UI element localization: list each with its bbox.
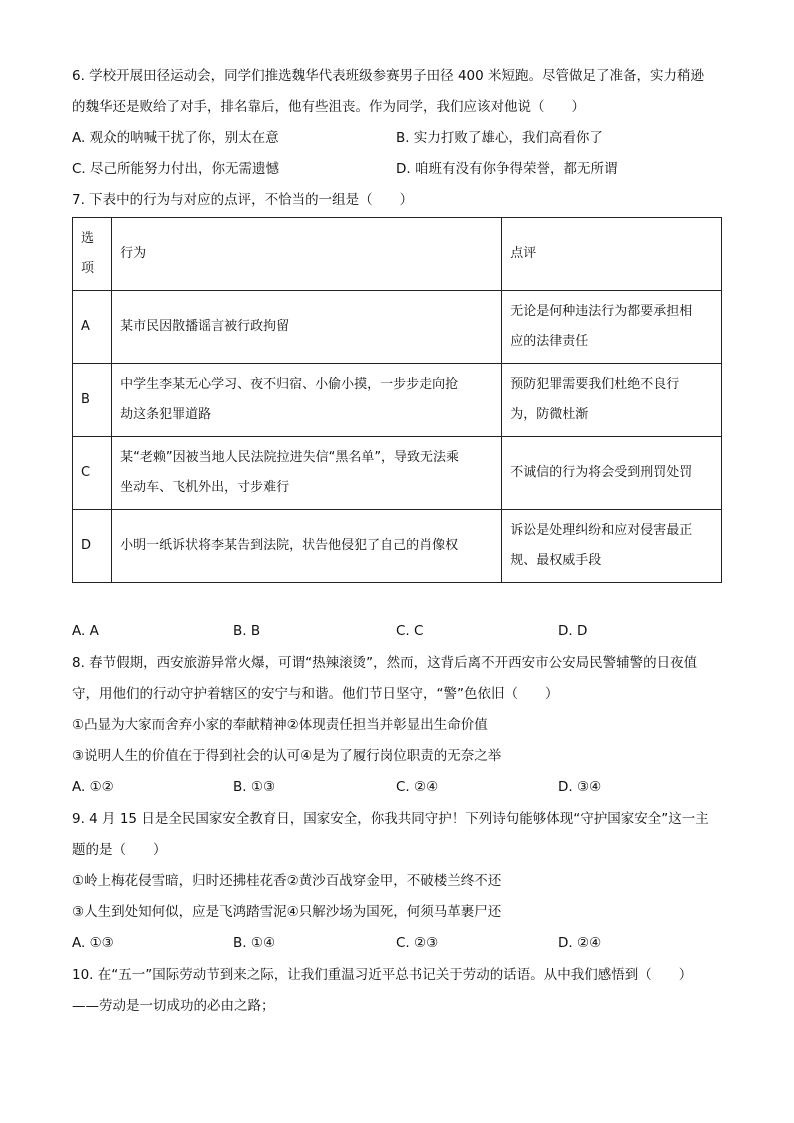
table-row bbox=[73, 437, 722, 510]
table-row bbox=[73, 364, 722, 437]
row-action-line1: 小明一纸诉状将李某告到法院，状告他侵犯了自己的肖像权 bbox=[120, 538, 459, 553]
row-comment-line1: 预防犯罪需要我们杜绝不良行 bbox=[510, 377, 680, 392]
q7-table bbox=[72, 217, 722, 583]
row-action bbox=[112, 510, 502, 583]
q8-stem-line2: 守，用他们的行动守护着辖区的安宁与和谐。他们节日坚守，“警”色依旧（ ） bbox=[72, 686, 559, 702]
row-option: C bbox=[73, 437, 112, 510]
q7-option-c: C. C bbox=[396, 623, 424, 639]
q8-option-c: C. ②④ bbox=[396, 779, 439, 795]
row-action-line2: 坐动车、飞机外出，寸步难行 bbox=[120, 480, 290, 495]
q7-option-d: D. D bbox=[558, 623, 588, 639]
q9-stem-line1: 9. 4 月 15 日是全民国家安全教育日，国家安全，你我共同守护！下列诗句能够体现“守护国家安全”这一主 bbox=[72, 811, 709, 827]
row-option: A bbox=[73, 291, 112, 364]
q7-stem: 7. 下表中的行为与对应的点评，不恰当的一组是（ ） bbox=[72, 192, 414, 208]
header-action: 行为 bbox=[112, 218, 502, 291]
row-action bbox=[112, 437, 502, 510]
header-option-char2: 项 bbox=[81, 261, 95, 276]
table-row bbox=[73, 510, 722, 583]
q7-option-a: A. A bbox=[72, 623, 99, 639]
row-option: B bbox=[73, 364, 112, 437]
header-option bbox=[73, 218, 112, 291]
q8-stem-line1: 8. 春节假期，西安旅游异常火爆，可谓“热辣滚烫”，然而，这背后离不开西安市公安局民警辅警的日夜值 bbox=[72, 655, 698, 671]
row-comment-line2: 规、最权威手段 bbox=[510, 553, 602, 568]
q6-option-d: D. 咱班有没有你争得荣誉，都无所谓 bbox=[396, 161, 618, 177]
row-action-line1: 某市民因散播谣言被行政拘留 bbox=[120, 319, 290, 334]
q8-statements-line1: ①凸显为大家而舍弃小家的奉献精神②体现责任担当并彰显出生命价值 bbox=[72, 717, 488, 733]
q6-option-b: B. 实力打败了雄心，我们高看你了 bbox=[396, 130, 603, 146]
q9-statements-line1: ①岭上梅花侵雪暗，归时还拂桂花香②黄沙百战穿金甲，不破楼兰终不还 bbox=[72, 873, 502, 889]
q10-stem-line1: 10. 在“五一”国际劳动节到来之际，让我们重温习近平总书记关于劳动的话语。从中我们感悟到（ ） bbox=[72, 967, 693, 983]
q6-option-a: A. 观众的呐喊干扰了你，别太在意 bbox=[72, 130, 279, 146]
row-comment-line2: 应的法律责任 bbox=[510, 334, 589, 349]
q9-stem-line2: 题的是（ ） bbox=[72, 842, 167, 858]
q8-option-a: A. ①② bbox=[72, 779, 114, 795]
q10-quote-line1: ——劳动是一切成功的必由之路； bbox=[72, 998, 275, 1014]
row-comment bbox=[502, 437, 722, 510]
row-action-line1: 中学生李某无心学习、夜不归宿、小偷小摸，一步步走向抢 bbox=[120, 377, 459, 392]
q8-option-d: D. ③④ bbox=[558, 779, 602, 795]
header-option-char1: 选 bbox=[81, 231, 95, 246]
row-comment bbox=[502, 291, 722, 364]
row-option: D bbox=[73, 510, 112, 583]
q6-stem-line1: 6. 学校开展田径运动会，同学们推选魏华代表班级参赛男子田径 400 米短跑。尽管做足了准备，实力稍逊 bbox=[72, 68, 705, 84]
q8-statements-line2: ③说明人生的价值在于得到社会的认可④是为了履行岗位职责的无奈之举 bbox=[72, 748, 502, 764]
row-comment bbox=[502, 364, 722, 437]
row-action bbox=[112, 364, 502, 437]
row-action-line1: 某“老赖”因被当地人民法院拉进失信“黑名单”，导致无法乘 bbox=[120, 450, 460, 465]
table-row bbox=[73, 291, 722, 364]
q9-statements-line2: ③人生到处知何似，应是飞鸿踏雪泥④只解沙场为国死，何须马革裹尸还 bbox=[72, 904, 502, 920]
q8-option-b: B. ①③ bbox=[233, 779, 276, 795]
row-comment-line2: 为，防微杜渐 bbox=[510, 407, 589, 422]
row-action bbox=[112, 291, 502, 364]
q9-option-b: B. ①④ bbox=[233, 935, 276, 951]
row-comment bbox=[502, 510, 722, 583]
table-header-row bbox=[73, 218, 722, 291]
row-action-line2: 劫这条犯罪道路 bbox=[120, 407, 212, 422]
q9-option-a: A. ①③ bbox=[72, 935, 114, 951]
row-comment-line1: 诉讼是处理纠纷和应对侵害最正 bbox=[510, 523, 693, 538]
q6-option-c: C. 尽己所能努力付出，你无需遗憾 bbox=[72, 161, 280, 177]
q9-option-c: C. ②③ bbox=[396, 935, 439, 951]
q9-option-d: D. ②④ bbox=[558, 935, 602, 951]
row-comment-line1: 无论是何种违法行为都要承担相 bbox=[510, 304, 693, 319]
q6-stem-line2: 的魏华还是败给了对手，排名靠后，他有些沮丧。作为同学，我们应该对他说（ ） bbox=[72, 99, 585, 115]
header-comment: 点评 bbox=[502, 218, 722, 291]
q7-option-b: B. B bbox=[233, 623, 261, 639]
row-comment-line1: 不诚信的行为将会受到刑罚处罚 bbox=[510, 465, 693, 480]
